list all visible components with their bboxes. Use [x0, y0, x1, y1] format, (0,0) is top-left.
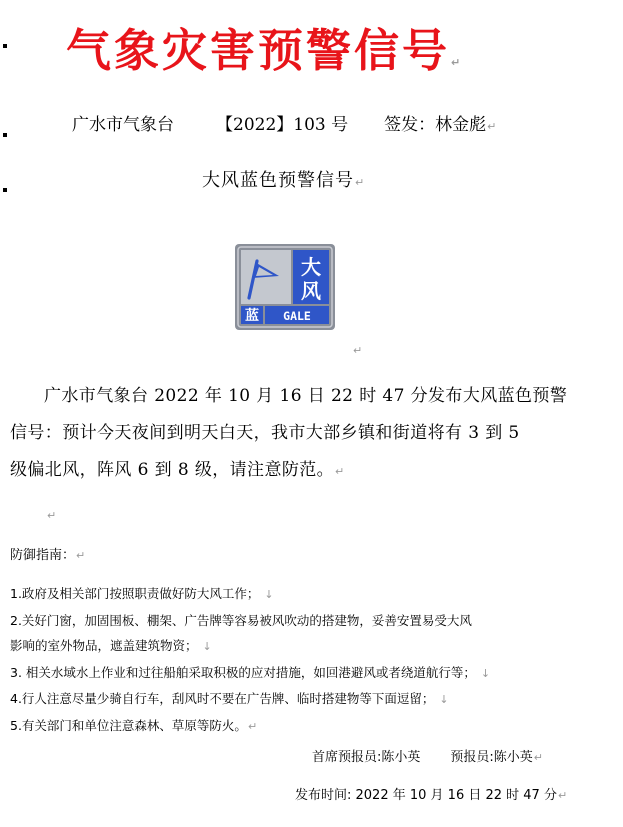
paragraph-mark: ↵ — [76, 549, 86, 562]
guide-item-text: 4.行人注意尽量少骑自行车，刮风时不要在广告牌、临时搭建物等下面逗留； — [10, 691, 435, 706]
signal-name — [202, 166, 365, 192]
icon-english-label: GALE — [283, 309, 311, 323]
guide-item — [10, 660, 610, 687]
paragraph-mark: ↵ — [353, 344, 363, 357]
guide-heading-text: 防御指南： — [10, 548, 76, 563]
icon-character-2: 风 — [301, 279, 321, 303]
line-break-mark: ↓ — [439, 693, 449, 706]
agency-name: 广水市气象台 — [72, 115, 174, 135]
paragraph-mark: ↵ — [557, 789, 568, 802]
paragraph-mark: ↵ — [335, 465, 345, 478]
line-break-mark: ↓ — [264, 588, 274, 601]
body-line: 级偏北风，阵风 6 到 8 级，请注意防范。 — [10, 460, 335, 480]
guide-item — [10, 686, 610, 713]
guide-item — [10, 581, 610, 608]
gale-blue-warning-icon — [235, 244, 335, 330]
body-line: 信号：预计今天夜间到明天白天，我市大部乡镇和街道将有 3 到 5 — [10, 423, 520, 443]
guide-heading — [10, 544, 85, 563]
document-meta — [72, 110, 496, 135]
paragraph-mark: ↵ — [533, 751, 543, 764]
margin-bullet — [3, 44, 7, 48]
guide-item-text: 3. 相关水域水上作业和过往船舶采取积极的应对措施，如回港避风或者绕道航行等； — [10, 664, 476, 680]
guide-item-text: 5.有关部门和单位注意森林、草原等防火。 — [10, 717, 247, 733]
margin-bullet — [3, 188, 7, 192]
chief-forecaster: 首席预报员:陈小英 — [312, 750, 421, 765]
publish-time — [295, 784, 567, 803]
cut-off-text-line — [0, 820, 210, 827]
guide-item — [10, 633, 610, 660]
paragraph-mark: ↵ — [355, 176, 366, 189]
paragraph-mark: ↵ — [487, 120, 497, 133]
paragraph-mark: ↵ — [247, 719, 258, 733]
forecaster: 预报员:陈小英 — [450, 750, 533, 765]
signer: 签发：林金彪 — [384, 115, 487, 135]
paragraph-mark: ↵ — [47, 509, 57, 522]
guide-item-text: 2.关好门窗，加固围板、棚架、广告牌等容易被风吹动的搭建物，妥善安置易受大风 — [10, 612, 472, 628]
body-line-last — [10, 452, 570, 490]
line-break-mark: ↓ — [202, 640, 212, 653]
forecasters — [312, 746, 543, 765]
icon-color-label: 蓝 — [245, 308, 259, 324]
document-title-text: 气象灾害预警信号 — [66, 24, 451, 77]
guide-list — [10, 581, 610, 739]
body-line: 广水市气象台 2022 年 10 月 16 日 22 时 47 分发布大风蓝色预警 — [44, 386, 568, 406]
document-title — [66, 14, 536, 79]
publish-time-text: 发布时间: 2022 年 10 月 16 日 22 时 47 分 — [295, 788, 557, 803]
paragraph-mark: ↵ — [451, 56, 464, 69]
document-number: 【2022】103 号 — [216, 115, 349, 135]
margin-bullet — [3, 133, 7, 137]
guide-item-text: 1.政府及相关部门按照职责做好防大风工作； — [10, 586, 260, 601]
line-break-mark: ↓ — [480, 666, 491, 680]
icon-character-1: 大 — [301, 255, 321, 279]
warning-body — [10, 378, 570, 490]
guide-item-text: 影响的室外物品，遮盖建筑物资； — [10, 638, 198, 653]
guide-item — [10, 713, 610, 740]
guide-item — [10, 608, 610, 634]
signal-name-text: 大风蓝色预警信号 — [202, 170, 354, 191]
